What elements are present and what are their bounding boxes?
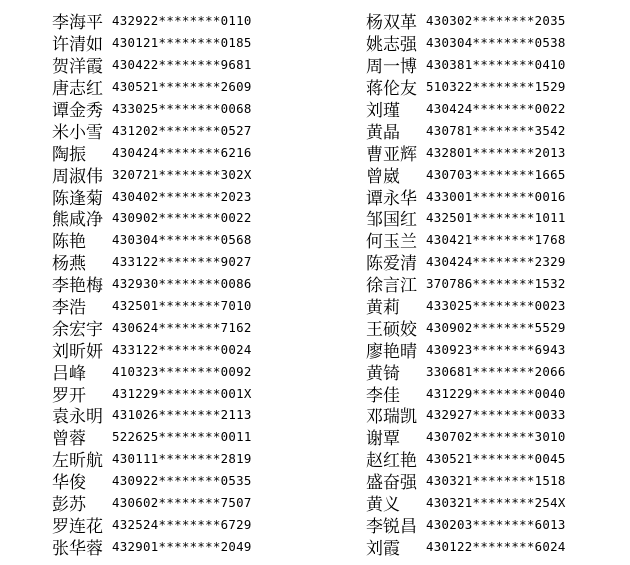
person-name: 米小雪 [52,122,103,143]
person-name: 杨双革 [366,13,417,34]
masked-id-number: 431202********0527 [112,122,252,138]
list-item [52,251,252,273]
list-item [52,382,252,404]
person-name: 曹亚辉 [366,144,417,165]
person-name: 黄锜 [366,363,400,384]
masked-id-number: 431026********2113 [112,407,252,423]
list-item [366,141,566,163]
list-item [52,426,252,448]
masked-id-number: 430521********0045 [426,451,566,467]
masked-id-number: 432930********0086 [112,276,252,292]
person-name: 黄义 [366,495,400,516]
masked-id-number: 430381********0410 [426,57,566,73]
list-item [52,535,252,557]
list-item [366,426,566,448]
list-item [52,404,252,426]
person-name: 贺洋霞 [52,57,103,78]
left-name-list [52,10,252,557]
person-name: 赵红艳 [366,451,417,472]
list-item [366,273,566,295]
person-name: 罗连花 [52,516,103,537]
masked-id-number: 370786********1532 [426,276,566,292]
list-item [52,32,252,54]
person-name: 张华蓉 [52,538,103,559]
list-item [52,163,252,185]
person-name: 何玉兰 [366,232,417,253]
person-name: 彭苏 [52,495,86,516]
masked-id-number: 433122********9027 [112,254,252,270]
person-name: 黄晶 [366,122,400,143]
list-item [366,10,566,32]
masked-id-number: 430703********1665 [426,166,566,182]
list-item [52,316,252,338]
list-item [366,163,566,185]
list-item [366,207,566,229]
person-name: 谭永华 [366,188,417,209]
list-item [366,32,566,54]
list-item [366,119,566,141]
person-name: 姚志强 [366,35,417,56]
masked-id-number: 430424********6216 [112,144,252,160]
list-item [52,229,252,251]
masked-id-number: 431229********001X [112,385,252,401]
person-name: 邓瑞凯 [366,407,417,428]
list-item [366,404,566,426]
person-name: 黄莉 [366,298,400,319]
masked-id-number: 320721********302X [112,166,252,182]
masked-id-number: 430521********2609 [112,79,252,95]
person-name: 吕峰 [52,363,86,384]
person-name: 周淑伟 [52,166,103,187]
masked-id-number: 430902********0022 [112,210,252,226]
masked-id-number: 430424********2329 [426,254,566,270]
person-name: 左昕航 [52,451,103,472]
person-name: 刘昕妍 [52,341,103,362]
list-item [52,98,252,120]
list-item [52,119,252,141]
right-name-list [366,10,566,557]
person-name: 陈逢菊 [52,188,103,209]
list-item [52,492,252,514]
person-name: 邹国红 [366,210,417,231]
list-item [366,382,566,404]
masked-id-number: 330681********2066 [426,363,566,379]
masked-id-number: 410323********0092 [112,363,252,379]
list-item [52,513,252,535]
person-name: 曾崴 [366,166,400,187]
list-item [366,513,566,535]
list-item [366,535,566,557]
list-item [366,492,566,514]
person-name: 李海平 [52,13,103,34]
masked-id-number: 433025********0023 [426,298,566,314]
person-name: 李艳梅 [52,276,103,297]
person-name: 李锐昌 [366,516,417,537]
list-item [52,10,252,32]
person-name: 徐言江 [366,276,417,297]
masked-id-number: 430424********0022 [426,101,566,116]
person-name: 余宏宇 [52,319,103,340]
person-name: 袁永明 [52,407,103,428]
masked-id-number: 433001********0016 [426,188,566,204]
masked-id-number: 430321********1518 [426,473,566,489]
masked-id-number: 430302********2035 [426,13,566,29]
person-name: 陶振 [52,144,86,165]
person-name: 刘霞 [366,538,400,559]
list-item [366,98,566,120]
person-name: 华俊 [52,473,86,494]
person-name: 谭金秀 [52,101,103,122]
person-name: 陈艳 [52,232,86,253]
masked-id-number: 430304********0538 [426,35,566,51]
person-name: 罗开 [52,385,86,406]
masked-id-number: 432927********0033 [426,407,566,423]
list-item [52,448,252,470]
masked-id-number: 433025********0068 [112,101,252,116]
masked-id-number: 430624********7162 [112,319,252,335]
person-name: 李浩 [52,298,86,319]
person-name: 蒋伦友 [366,79,417,100]
person-name: 刘瑾 [366,101,400,122]
person-name: 许清如 [52,35,103,56]
person-name: 陈爱清 [366,254,417,275]
masked-id-number: 432801********2013 [426,144,566,160]
masked-id-number: 430922********0535 [112,473,252,489]
masked-id-number: 433122********0024 [112,341,252,357]
person-name: 曾蓉 [52,429,86,450]
masked-id-number: 430121********0185 [112,35,252,51]
masked-id-number: 432901********2049 [112,538,252,554]
person-name: 杨燕 [52,254,86,275]
list-item [52,360,252,382]
masked-id-number: 510322********1529 [426,79,566,95]
masked-id-number: 430402********2023 [112,188,252,204]
list-item [366,448,566,470]
list-item [52,207,252,229]
list-item [366,229,566,251]
list-item [366,470,566,492]
masked-id-number: 430321********254X [426,495,566,511]
list-item [52,185,252,207]
masked-id-number: 430602********7507 [112,495,252,511]
masked-id-number: 430923********6943 [426,341,566,357]
masked-id-number: 432501********7010 [112,298,252,314]
masked-id-number: 430111********2819 [112,451,252,467]
masked-id-number: 430702********3010 [426,429,566,445]
masked-id-number: 430122********6024 [426,538,566,554]
masked-id-number: 430902********5529 [426,319,566,335]
masked-id-number: 430421********1768 [426,232,566,248]
list-item [52,76,252,98]
person-name: 王硕姣 [366,319,417,340]
person-name: 廖艳晴 [366,341,417,362]
masked-id-number: 432501********1011 [426,210,566,226]
person-name: 谢覃 [366,429,400,450]
list-item [366,185,566,207]
masked-id-number: 522625********0011 [112,429,252,445]
masked-id-number: 432922********0110 [112,13,252,29]
list-item [52,295,252,317]
list-item [366,251,566,273]
person-name: 周一博 [366,57,417,78]
masked-id-number: 431229********0040 [426,385,566,401]
masked-id-number: 430304********0568 [112,232,252,248]
list-item [366,338,566,360]
masked-id-number: 430422********9681 [112,57,252,73]
list-item [366,54,566,76]
list-item [52,273,252,295]
list-item [52,54,252,76]
list-item [366,76,566,98]
list-item [52,141,252,163]
list-item [366,316,566,338]
list-item [366,360,566,382]
person-name: 盛奋强 [366,473,417,494]
person-name: 熊咸净 [52,210,103,231]
person-name: 李佳 [366,385,400,406]
list-item [366,295,566,317]
person-name: 唐志红 [52,79,103,100]
list-item [52,470,252,492]
masked-id-number: 430203********6013 [426,516,566,532]
masked-id-number: 432524********6729 [112,516,252,532]
masked-id-number: 430781********3542 [426,122,566,138]
list-item [52,338,252,360]
